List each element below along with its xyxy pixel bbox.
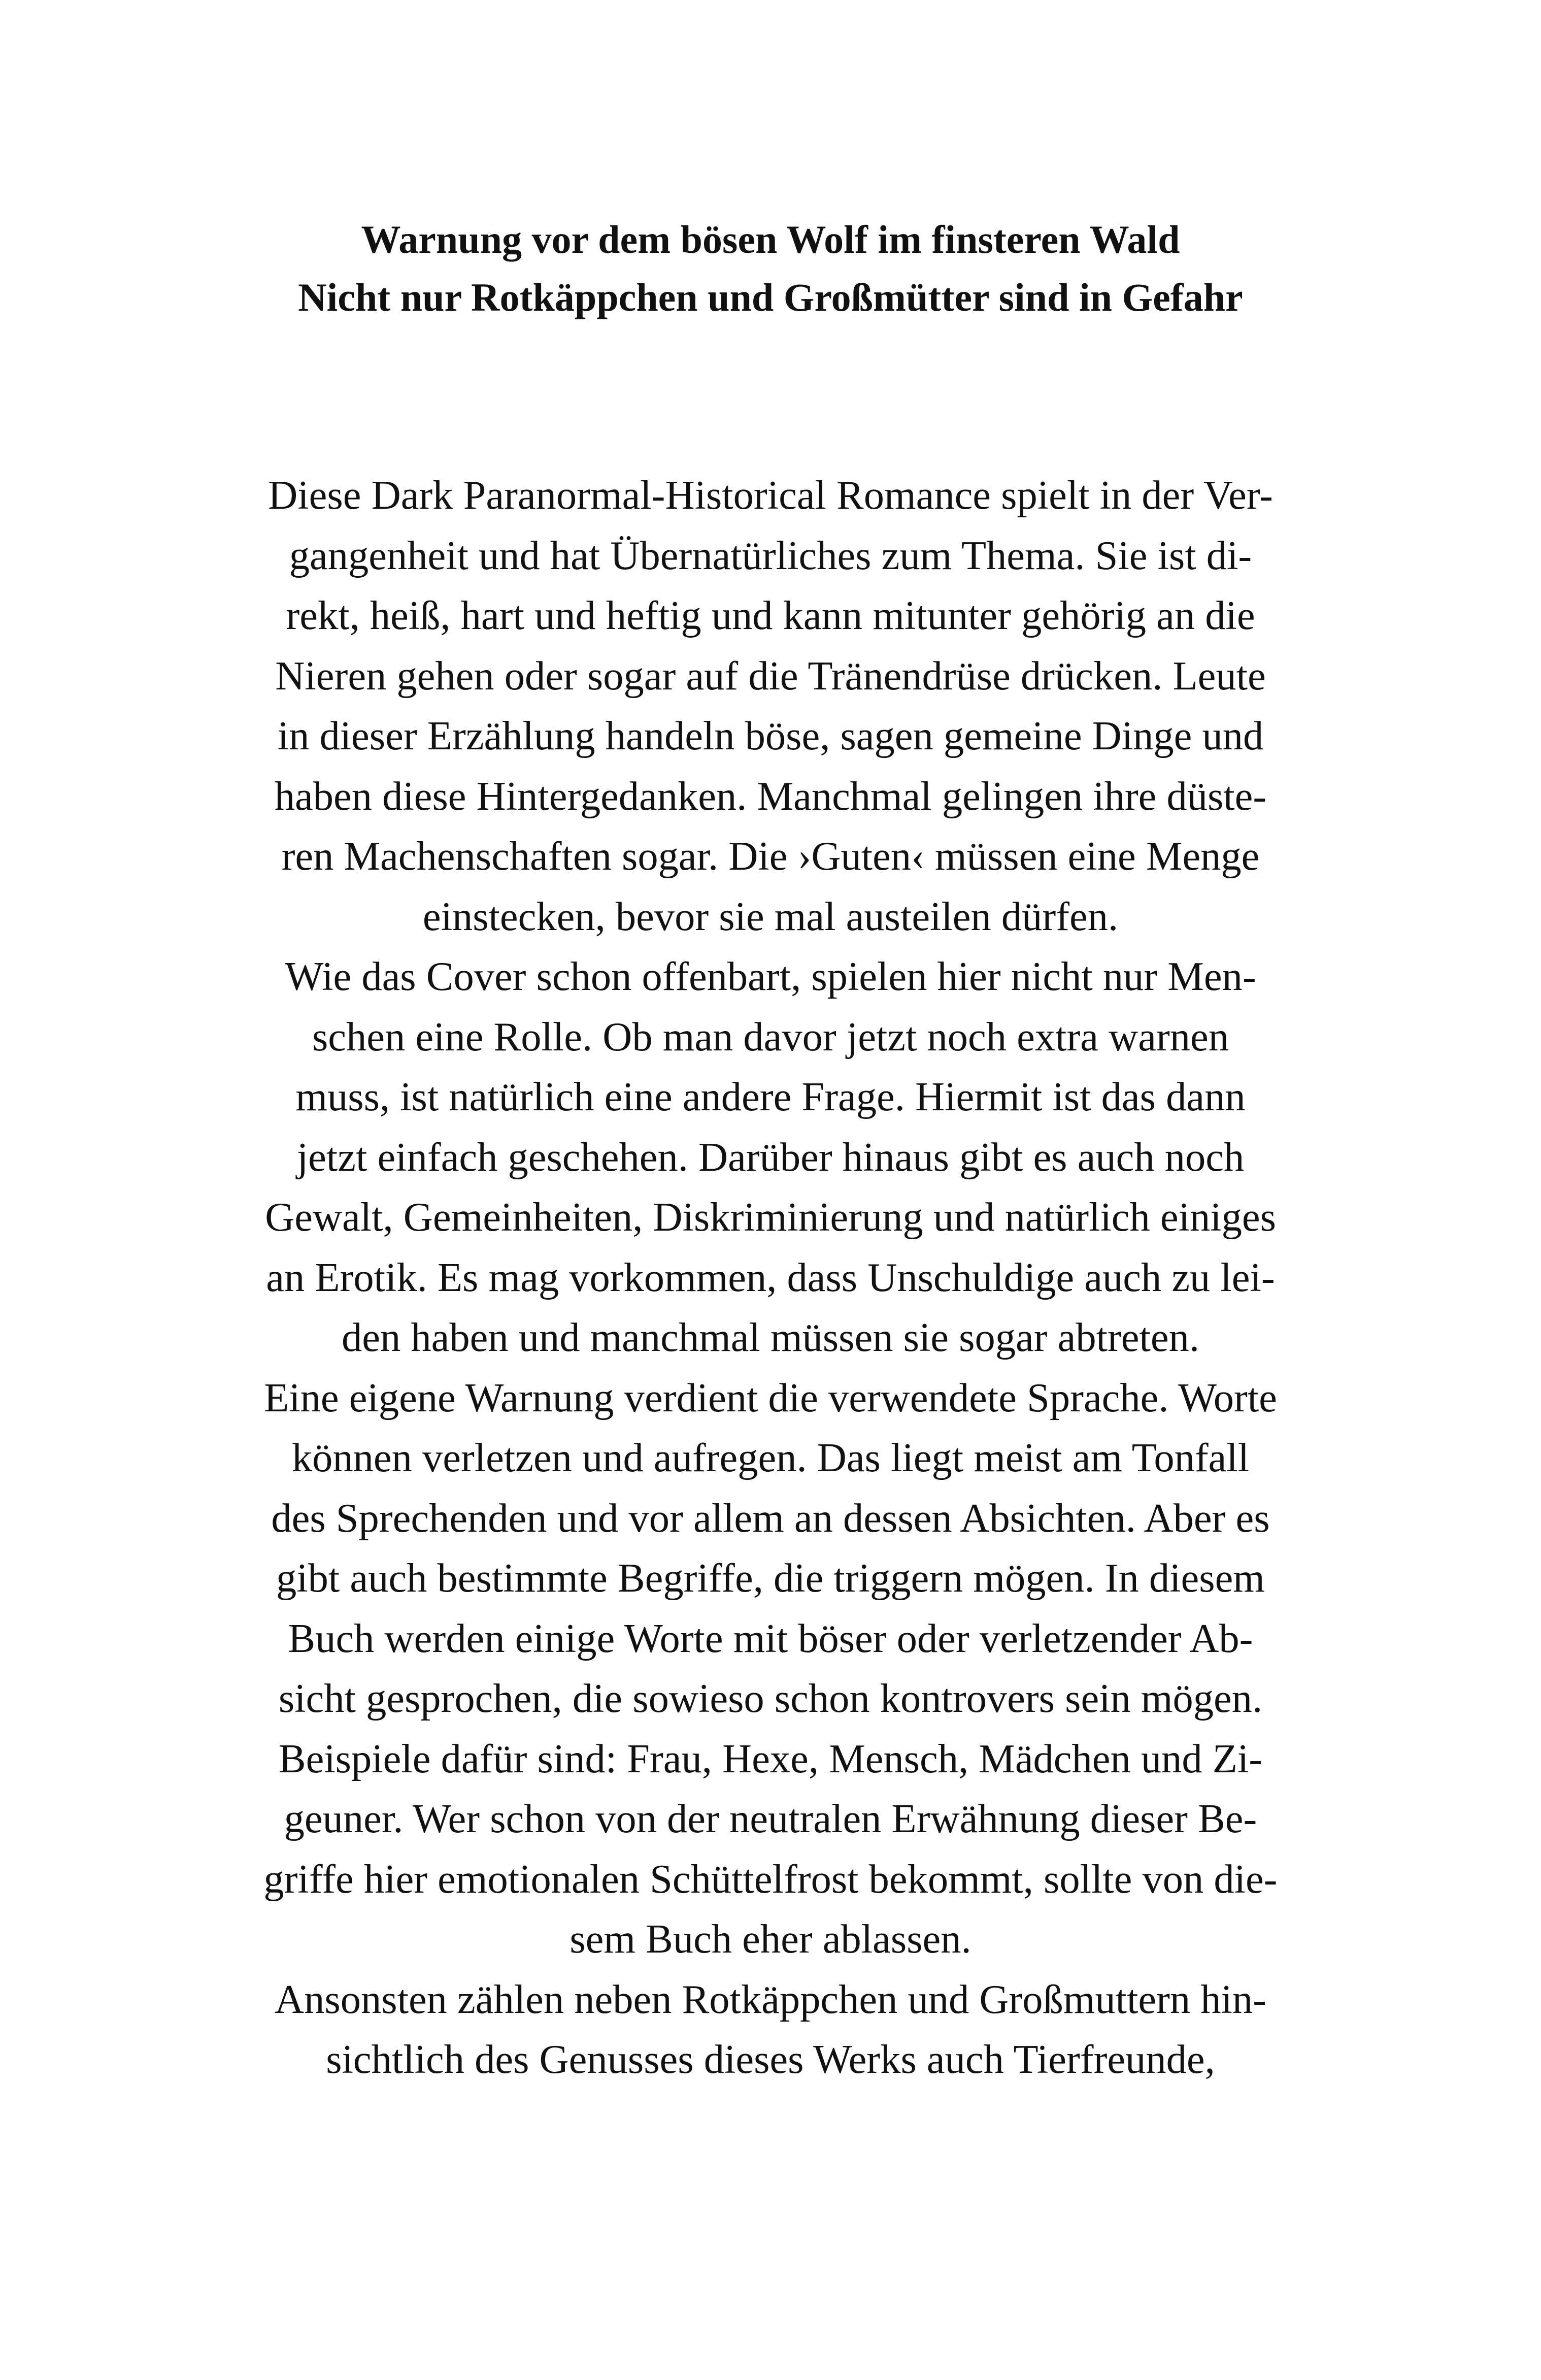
text-line: griffe hier emotionalen Schüttelfrost bekommt, sollte von die- (263, 1856, 1278, 1902)
text-line: des Sprechenden und vor allem an dessen Absichten. Aber es (271, 1495, 1270, 1541)
text-line: sem Buch eher ablassen. (570, 1916, 972, 1962)
text-line: gibt auch bestimmte Begriffe, die triggern mögen. In diesem (276, 1556, 1265, 1601)
text-line: geuner. Wer schon von der neutralen Erwähnung dieser Be- (284, 1796, 1257, 1841)
text-line: Nieren gehen oder sogar auf die Tränendrüse drücken. Leute (275, 653, 1266, 699)
text-line: können verletzen und aufregen. Das liegt meist am Tonfall (291, 1435, 1250, 1480)
text-line: Diese Dark Paranormal-Historical Romance spielt in der Ver- (268, 473, 1273, 518)
text-line: Gewalt, Gemeinheiten, Diskriminierung und natürlich einiges (265, 1195, 1276, 1240)
text-line: einstecken, bevor sie mal austeilen dürfen. (422, 894, 1119, 939)
text-line: Eine eigene Warnung verdient die verwendete Sprache. Worte (264, 1375, 1277, 1420)
text-line: Buch werden einige Worte mit böser oder verletzender Ab- (288, 1615, 1253, 1661)
text-line: sicht gesprochen, die sowieso schon kontrovers sein mögen. (278, 1676, 1263, 1721)
text-line: Beispiele dafür sind: Frau, Hexe, Mensch, Mädchen und Zi- (278, 1736, 1263, 1781)
text-line: Wie das Cover schon offenbart, spielen hier nicht nur Men- (285, 954, 1256, 999)
text-line: schen eine Rolle. Ob man davor jetzt noch extra warnen (312, 1014, 1229, 1060)
text-line: haben diese Hintergedanken. Manchmal gelingen ihre düste- (274, 773, 1267, 819)
heading-title-line: Warnung vor dem bösen Wolf im finsteren Wald (361, 217, 1180, 261)
text-line: gangenheit und hat Übernatürliches zum Thema. Sie ist di- (289, 533, 1252, 578)
text-line: an Erotik. Es mag vorkommen, dass Unschuldige auch zu lei- (266, 1254, 1275, 1300)
text-line: in dieser Erzählung handeln böse, sagen gemeine Dinge und (277, 713, 1264, 758)
text-line: jetzt einfach geschehen. Darüber hinaus gibt es auch noch (296, 1134, 1245, 1180)
text-line: muss, ist natürlich eine andere Frage. Hiermit ist das dann (295, 1074, 1246, 1119)
text-line: ren Machenschaften sogar. Die ›Guten‹ müssen eine Menge (281, 834, 1260, 879)
heading-subtitle-line: Nicht nur Rotkäppchen und Großmütter sind in Gefahr (298, 275, 1243, 319)
warning-heading (152, 211, 1389, 326)
warning-body-text (223, 466, 1318, 2090)
text-line: rekt, heiß, hart und heftig und kann mitunter gehörig an die (286, 593, 1255, 638)
text-line: Ansonsten zählen neben Rotkäppchen und Großmuttern hin- (275, 1976, 1266, 2022)
text-line: sichtlich des Genusses dieses Werks auch Tierfreunde, (326, 2037, 1215, 2082)
text-line: den haben und manchmal müssen sie sogar abtreten. (342, 1315, 1199, 1360)
